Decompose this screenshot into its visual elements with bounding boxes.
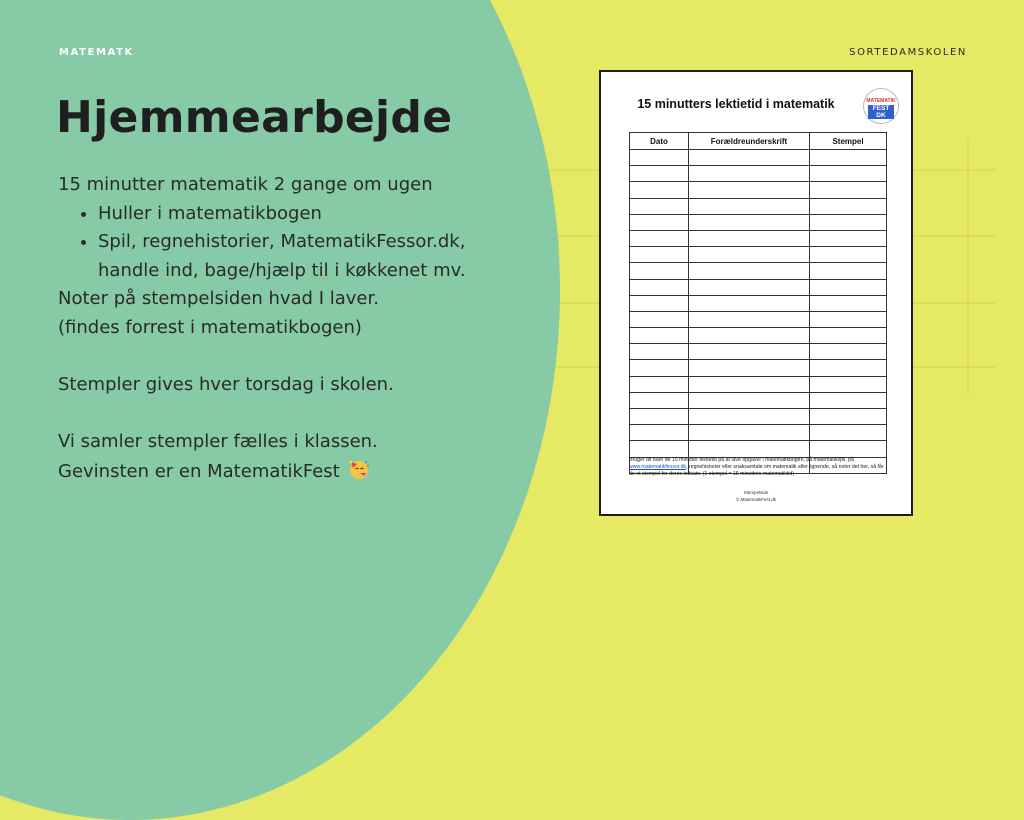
bullet-list <box>58 200 528 286</box>
table-cell <box>810 360 887 376</box>
table-cell <box>630 425 689 441</box>
table-cell <box>810 328 887 344</box>
table-cell <box>689 263 810 279</box>
table-cell <box>689 214 810 230</box>
table-row <box>630 295 887 311</box>
table-cell <box>810 376 887 392</box>
bullet-item: • Huller i matematikbogen <box>98 200 528 229</box>
table-cell <box>689 247 810 263</box>
table-cell <box>810 311 887 327</box>
table-cell <box>810 441 887 457</box>
table-cell <box>810 182 887 198</box>
body-text <box>58 171 528 487</box>
table-cell <box>630 392 689 408</box>
table-cell <box>689 198 810 214</box>
table-row <box>630 392 887 408</box>
table-cell <box>630 182 689 198</box>
table-row <box>630 166 887 182</box>
table-cell <box>810 409 887 425</box>
table-cell <box>810 150 887 166</box>
body-line: Stempler gives hver torsdag i skolen. <box>58 374 394 396</box>
worksheet-note: Bruger dit barn de 15 minutter lektietid på at lave opgaver i matematikbogen, på matematikspil, på www.matematikfessor.dk, regnehistorier eller snaksamtale om matematik eller lignende, så noter det her, så får de et stempel for deres indsats. (1 stempel = 15 minutters matematiktid) <box>629 457 884 477</box>
table-cell <box>689 279 810 295</box>
table-cell <box>630 198 689 214</box>
table-cell <box>630 214 689 230</box>
table-row <box>630 425 887 441</box>
table-cell <box>630 328 689 344</box>
table-row <box>630 230 887 246</box>
table-cell <box>689 311 810 327</box>
table-cell <box>810 295 887 311</box>
table-cell <box>689 182 810 198</box>
party-face-icon <box>347 457 371 481</box>
table-row <box>630 344 887 360</box>
table-cell <box>810 392 887 408</box>
table-cell <box>630 150 689 166</box>
table-row <box>630 182 887 198</box>
body-line: Vi samler stempler fælles i klassen. <box>58 431 378 453</box>
body-line <box>58 457 528 487</box>
table-cell <box>810 344 887 360</box>
table-row <box>630 311 887 327</box>
table-cell <box>630 263 689 279</box>
table-cell <box>689 344 810 360</box>
table-cell <box>630 344 689 360</box>
table-cell <box>689 166 810 182</box>
table-cell <box>630 166 689 182</box>
table-cell <box>689 328 810 344</box>
worksheet-preview <box>599 70 913 516</box>
matematikfessor-link[interactable]: www.matematikfessor.dk <box>629 464 687 470</box>
matematikfest-logo: MATEMATIK FEST DK <box>863 88 899 124</box>
table-cell <box>689 230 810 246</box>
table-cell <box>810 230 887 246</box>
table-cell <box>689 409 810 425</box>
worksheet-title: 15 minutters lektietid i matematik <box>637 97 835 111</box>
body-line: (findes forrest i matematikbogen) <box>58 316 362 338</box>
table-cell <box>689 150 810 166</box>
table-row <box>630 441 887 457</box>
table-cell <box>810 247 887 263</box>
table-cell <box>689 376 810 392</box>
table-cell <box>810 425 887 441</box>
table-row <box>630 279 887 295</box>
table-row <box>630 247 887 263</box>
table-cell <box>810 214 887 230</box>
table-cell <box>630 409 689 425</box>
table-row <box>630 198 887 214</box>
body-line: Noter på stempelsiden hvad I laver. <box>58 288 379 310</box>
table-row <box>630 150 887 166</box>
table-row <box>630 360 887 376</box>
table-cell <box>810 279 887 295</box>
table-cell <box>630 360 689 376</box>
bullet-item: • Spil, regnehistorier, MatematikFessor.dk, handle ind, bage/hjælp til i køkkenet mv. <box>98 228 528 285</box>
table-cell <box>689 425 810 441</box>
school-tag: SORTEDAMSKOLEN <box>849 47 967 58</box>
table-cell <box>630 247 689 263</box>
table-row <box>630 328 887 344</box>
table-row <box>630 214 887 230</box>
column-header-stamp: Stempel <box>810 133 887 150</box>
table-cell <box>810 198 887 214</box>
table-row <box>630 409 887 425</box>
subject-tag: MATEMATK <box>59 47 134 58</box>
page-title: Hjemmearbejde <box>56 92 453 143</box>
column-header-signature: Forældreunderskrift <box>689 133 810 150</box>
table-cell <box>630 295 689 311</box>
table-cell <box>689 360 810 376</box>
table-cell <box>689 441 810 457</box>
table-cell <box>630 441 689 457</box>
worksheet-footer: Stempelside © MatematikFest.dk <box>735 490 777 502</box>
table-cell <box>630 279 689 295</box>
table-cell <box>810 166 887 182</box>
table-row <box>630 376 887 392</box>
column-header-date: Dato <box>630 133 689 150</box>
table-cell <box>630 376 689 392</box>
body-line-text: Gevinsten er en MatematikFest <box>58 460 340 482</box>
table-cell <box>689 392 810 408</box>
table-row <box>630 263 887 279</box>
table-cell <box>630 311 689 327</box>
table-cell <box>630 230 689 246</box>
stamp-table <box>629 132 887 474</box>
table-cell <box>689 295 810 311</box>
body-line: 15 minutter matematik 2 gange om ugen <box>58 174 433 195</box>
table-cell <box>810 263 887 279</box>
